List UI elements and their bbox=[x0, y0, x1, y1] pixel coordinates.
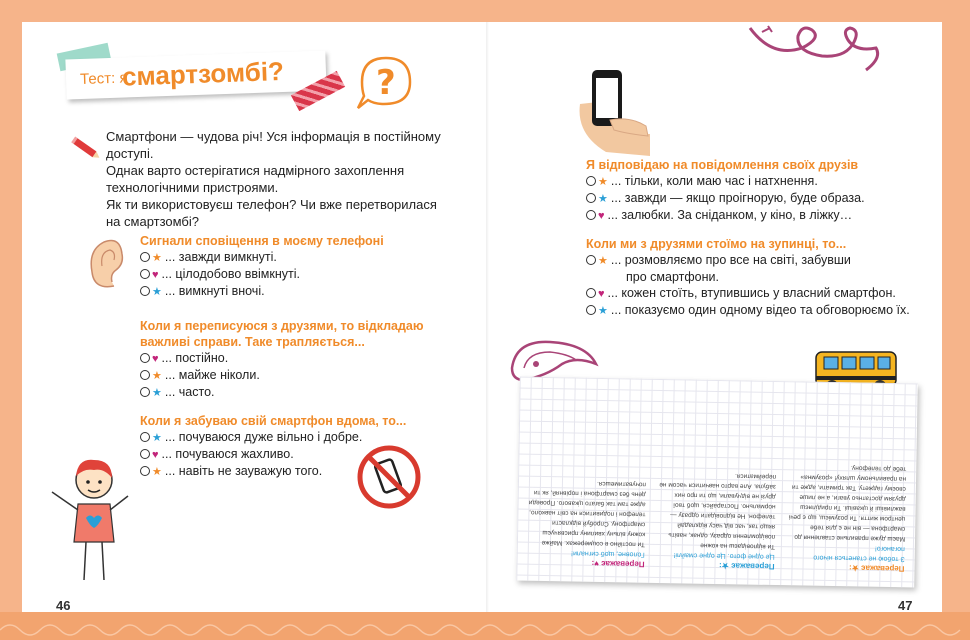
answer-subheading: Головне, щоб сигнали! bbox=[570, 549, 645, 558]
answer-option[interactable] bbox=[140, 384, 260, 401]
svg-text:?: ? bbox=[376, 63, 396, 103]
page-number-right: 47 bbox=[898, 598, 913, 613]
answers-card-flipped bbox=[516, 377, 917, 588]
radio-circle[interactable] bbox=[140, 269, 150, 279]
intro-line: Однак варто остерігатися надмірного захоплення bbox=[106, 163, 405, 178]
question-5-title: Коли ми з друзями стоїмо на зупинці, то... bbox=[586, 237, 847, 251]
question-2-answers bbox=[140, 350, 260, 401]
radio-circle[interactable] bbox=[140, 387, 150, 397]
no-phone-sign-icon bbox=[356, 444, 422, 510]
answer-option[interactable] bbox=[586, 190, 865, 207]
answer-option[interactable] bbox=[140, 367, 260, 384]
answer-option[interactable] bbox=[140, 266, 300, 283]
radio-circle[interactable] bbox=[586, 288, 596, 298]
question-1-answers bbox=[140, 249, 300, 300]
answer-option[interactable] bbox=[140, 350, 260, 367]
radio-circle[interactable] bbox=[140, 353, 150, 363]
page-gutter bbox=[486, 22, 489, 612]
answer-block bbox=[786, 461, 906, 573]
page-number-left: 46 bbox=[56, 598, 71, 613]
answer-subheading: Це одне фото. Це одне смайлі! bbox=[673, 551, 775, 561]
star-orange-icon: ★ bbox=[598, 176, 608, 188]
question-4-answers bbox=[586, 173, 865, 224]
star-blue-icon: ★ bbox=[598, 193, 608, 205]
question-1-title: Сигнали сповіщення в моєму телефоні bbox=[140, 234, 384, 248]
answer-text: ... почуваюся жахливо. bbox=[161, 447, 294, 461]
answer-text: ... постійно. bbox=[161, 351, 229, 365]
intro-line: на смартзомбі? bbox=[106, 214, 199, 229]
answer-heading: Переважає ★: bbox=[718, 561, 775, 572]
answer-text: ... завжди — якщо проігнорую, буде образа. bbox=[610, 191, 865, 205]
star-orange-icon: ★ bbox=[152, 252, 162, 264]
answer-text: ... тільки, коли маю час і натхнення. bbox=[610, 174, 818, 188]
question-3-answers bbox=[140, 429, 362, 480]
answer-option[interactable] bbox=[140, 429, 362, 446]
answer-option[interactable] bbox=[140, 249, 300, 266]
pencil-icon bbox=[68, 132, 104, 166]
bottom-pattern-band bbox=[0, 612, 970, 640]
star-blue-icon: ★ bbox=[152, 387, 162, 399]
question-2-title bbox=[140, 318, 424, 350]
radio-circle[interactable] bbox=[586, 193, 596, 203]
radio-circle[interactable] bbox=[140, 286, 150, 296]
intro-line: технологічними пристроями. bbox=[106, 180, 279, 195]
star-orange-icon: ★ bbox=[598, 255, 608, 267]
page-title: смартзомбі? bbox=[121, 55, 285, 92]
radio-circle[interactable] bbox=[140, 252, 150, 262]
answer-block bbox=[526, 477, 646, 569]
answer-text: ... розмовляємо про все на світі, забувши bbox=[610, 253, 851, 267]
answer-text: ... майже ніколи. bbox=[164, 368, 260, 382]
radio-circle[interactable] bbox=[140, 370, 150, 380]
radio-circle[interactable] bbox=[586, 210, 596, 220]
star-blue-icon: ★ bbox=[152, 286, 162, 298]
question-2-title-line1: Коли я переписуюся з друзями, то відкладаю bbox=[140, 319, 424, 333]
star-blue-icon: ★ bbox=[598, 305, 608, 317]
answer-block bbox=[656, 469, 776, 571]
answer-option[interactable] bbox=[586, 207, 865, 224]
answer-body: Ти постійно в соцмережах. Майже кожну вільну хвилину присвячуєш смартфону. Спробуй відкласти телефон і подивитися на світ навколо, адже там так багато цікавого. Проведи день без смартфона і порівняй, як ти почуватимешся. bbox=[528, 479, 647, 548]
answer-heading: Переважає ♥: bbox=[591, 558, 645, 569]
star-orange-icon: ★ bbox=[152, 370, 162, 382]
question-3-title: Коли я забуваю свій смартфон вдома, то... bbox=[140, 414, 407, 428]
radio-circle[interactable] bbox=[586, 305, 596, 315]
answer-subheading: З тобою не станеться нічого поганого! bbox=[813, 544, 905, 563]
answer-option[interactable] bbox=[586, 173, 865, 190]
answer-text: ... вимкнуті вночі. bbox=[164, 284, 265, 298]
answer-text: ... цілодобово ввімкнуті. bbox=[161, 267, 301, 281]
heart-icon: ♥ bbox=[598, 210, 605, 222]
answer-text: ... почуваюся дуже вільно і добре. bbox=[164, 430, 363, 444]
answers-card bbox=[516, 377, 917, 588]
answer-option[interactable] bbox=[140, 283, 300, 300]
ear-icon bbox=[84, 236, 126, 292]
answer-option[interactable] bbox=[140, 446, 362, 463]
heart-icon: ♥ bbox=[152, 449, 159, 461]
question-4-title: Я відповідаю на повідомлення своїх друзів bbox=[586, 158, 859, 172]
answer-text: ... завжди вимкнуті. bbox=[164, 250, 277, 264]
answer-option[interactable] bbox=[140, 463, 362, 480]
question-5-answers bbox=[586, 252, 910, 319]
radio-circle[interactable] bbox=[140, 432, 150, 442]
answer-text: ... показуємо один одному відео та обговорюємо їх. bbox=[610, 303, 910, 317]
answer-option[interactable] bbox=[586, 302, 910, 319]
heart-icon: ♥ bbox=[598, 288, 605, 300]
intro-line: Як ти використовуєш телефон? Чи вже перетворилася bbox=[106, 197, 437, 212]
answer-text: ... залюбки. За сніданком, у кіно, в ліжку… bbox=[607, 208, 853, 222]
girl-character-icon bbox=[44, 452, 132, 592]
intro-text bbox=[106, 128, 456, 230]
answer-text: ... навіть не зауважую того. bbox=[164, 464, 323, 478]
radio-circle[interactable] bbox=[140, 449, 150, 459]
title-prefix: Тест: я bbox=[79, 69, 128, 89]
heart-icon: ♥ bbox=[152, 353, 159, 365]
star-blue-icon: ★ bbox=[152, 432, 162, 444]
answer-heading: Переважає ★: bbox=[848, 563, 905, 574]
answer-text-continued: про смартфони. bbox=[626, 270, 719, 284]
answer-body: Ти відповідаєш на кожне повідомлення одразу, однак, навіть якщо так, час від часу відкладай телефон. Не відповідати одразу — нормально. Постарайся, щоб твої друзі не відчували, що ти про них забула. Але варто навчитися часом не перейматися. bbox=[659, 472, 777, 551]
radio-circle[interactable] bbox=[586, 255, 596, 265]
swirl-decoration-icon bbox=[742, 18, 884, 80]
answer-body: Маєш дуже правильне ставлення до смартфона — він не є для тебе центром життя. Ти розумієш, що є речі важливіші й цікавіші. Ти приділяєш друзям достатньо уваги, а не лише своєму гаджету. Так тримати, адже ти на правильному шляху! «розумна» тебе до телефону. bbox=[788, 464, 907, 543]
answer-option[interactable] bbox=[586, 252, 910, 269]
question-bubble-icon bbox=[354, 52, 416, 112]
answer-option[interactable] bbox=[586, 285, 910, 302]
radio-circle[interactable] bbox=[586, 176, 596, 186]
intro-line: Смартфони — чудова річ! Уся інформація в постійному доступі. bbox=[106, 129, 441, 161]
radio-circle[interactable] bbox=[140, 466, 150, 476]
question-2-title-line2: важливі справи. Таке трапляється... bbox=[140, 335, 365, 349]
hand-holding-phone-icon bbox=[566, 64, 650, 156]
answer-text: ... часто. bbox=[164, 385, 215, 399]
star-orange-icon: ★ bbox=[152, 466, 162, 478]
heart-icon: ♥ bbox=[152, 269, 159, 281]
answer-text: ... кожен стоїть, втупившись у власний смартфон. bbox=[607, 286, 896, 300]
